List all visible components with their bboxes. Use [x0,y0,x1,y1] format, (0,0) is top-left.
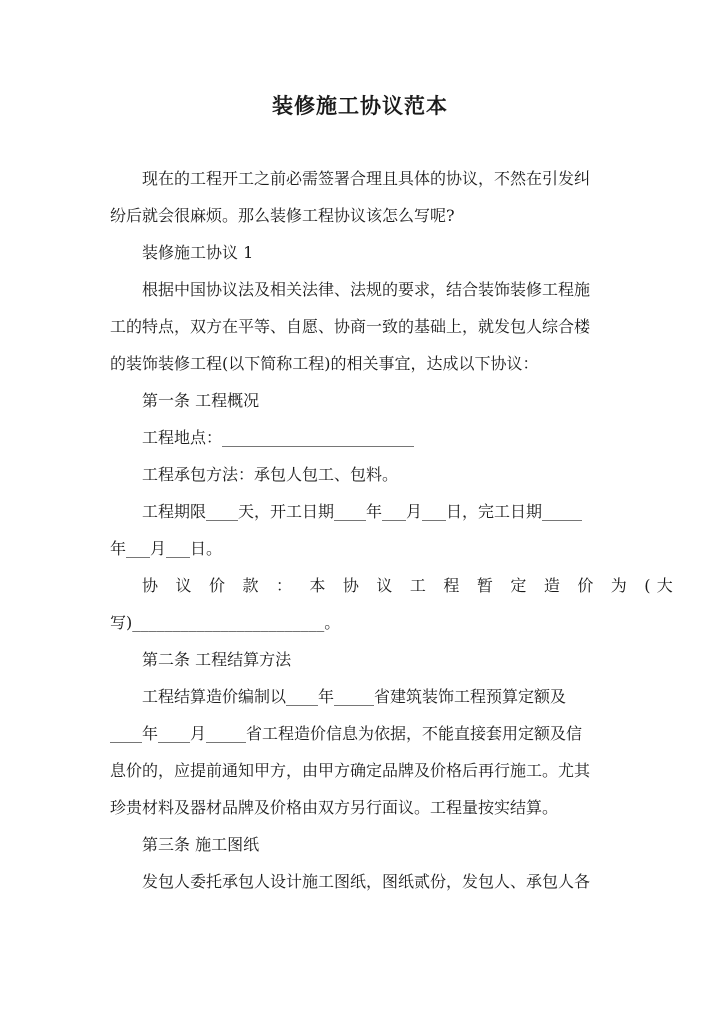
text-line: 珍贵材料及器材品牌及价格由双方另行面议。工程量按实结算。 [110,798,559,817]
text-line: 息价的，应提前通知甲方，由甲方确定品牌及价格后再行施工。尤其 [110,761,591,780]
text-line: 工程期限____天，开工日期____年___月___日，完工日期_____ [142,502,583,521]
text-line: 的装饰装修工程(以下简称工程)的相关事宜，达成以下协议： [110,354,539,373]
text-line: 工的特点，双方在平等、自愿、协商一致的基础上，就发包人综合楼 [110,317,591,336]
text-line: 工程结算造价编制以____年_____省建筑装饰工程预算定额及 [142,687,567,706]
article-heading: 第三条 施工图纸 [142,835,260,854]
text-line: 发包人委托承包人设计施工图纸，图纸贰份，发包人、承包人各 [142,872,591,891]
text-line: 年___月___日。 [110,539,223,558]
text-line-spread: 协 议 价 款 ： 本 协 议 工 程 暂 定 造 价 为 (大 [142,576,679,595]
text-line: 现在的工程开工之前必需签署合理且具体的协议，不然在引发纠 [142,169,591,188]
text-line: 根据中国协议法及相关法律、法规的要求，结合装饰装修工程施 [142,280,591,299]
article-heading: 第一条 工程概况 [142,391,260,410]
text-line: 工程地点：________________________ [142,428,415,447]
document-title: 装修施工协议范本 [272,93,448,118]
section-heading: 装修施工协议 1 [142,243,254,262]
text-line: 纷后就会很麻烦。那么装修工程协议该怎么写呢? [110,206,455,225]
document-body [110,160,679,900]
text-line: 写)________________________。 [110,613,341,632]
article-heading: 第二条 工程结算方法 [142,650,292,669]
text-line: ____年____月_____省工程造价信息为依据，不能直接套用定额及信 [110,724,583,743]
text-line: 工程承包方法：承包人包工、包料。 [142,465,399,484]
